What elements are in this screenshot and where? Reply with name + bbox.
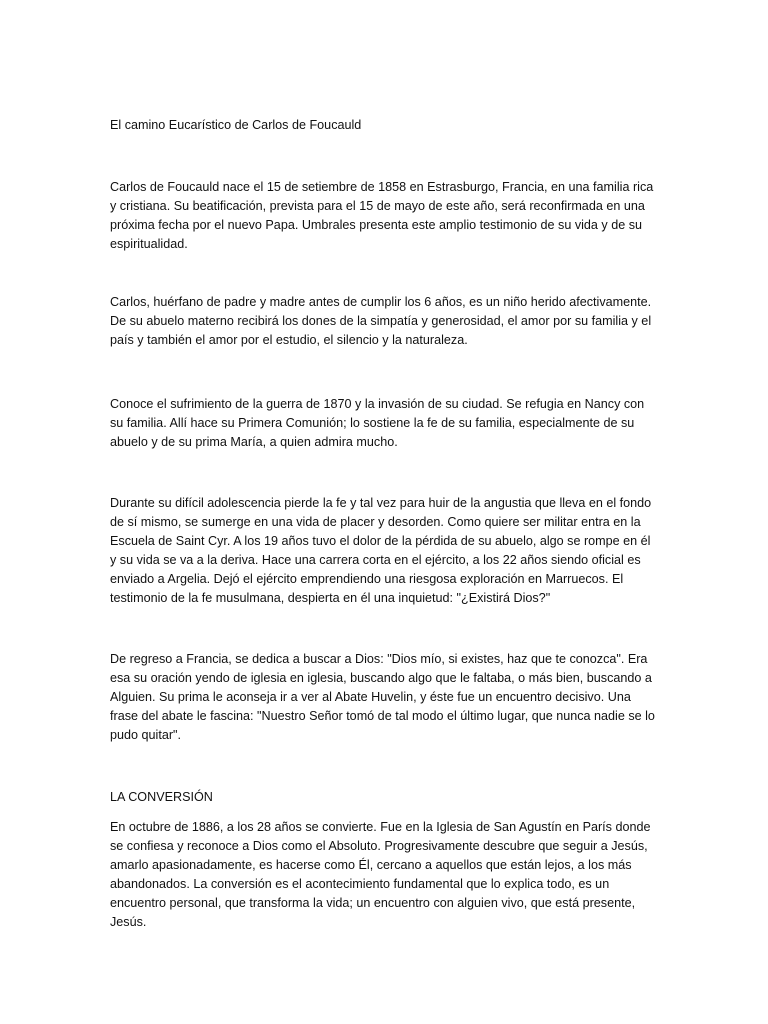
paragraph-text: Durante su difícil adolescencia pierde la fe y tal vez para huir de la angustia que lleva en el fondo de sí mismo, se sumerge en una vida de placer y desorden. Como quiere ser militar entra en la Escuela de Saint Cyr. A los 19 años tuvo el dolor de la pérdida de su abuelo, algo se rompe en él y su vida se va a la deriva. Hace una carrera corta en el ejército, a los 22 años siendo oficial es enviado a Argelia. Dejó el ejército emprendiendo una riesgosa exploración en Marruecos. El testimonio de la fe musulmana, despierta en él una inquietud: "¿Existirá Dios?"	[110, 496, 652, 605]
document-title	[110, 116, 658, 135]
paragraph-1	[110, 178, 658, 254]
paragraph-5	[110, 650, 658, 745]
paragraph-text: De regreso a Francia, se dedica a buscar a Dios: "Dios mío, si existes, haz que te conozca". Era esa su oración yendo de iglesia en iglesia, buscando algo que le faltaba, o más bien, buscando a Alguien. Su prima le aconseja ir a ver al Abate Huvelin, y éste fue un encuentro decisivo. Una frase del abate le fascina: "Nuestro Señor tomó de tal modo el último lugar, que nunca nadie se lo pudo quitar".	[110, 652, 655, 742]
paragraph-text: Carlos de Foucauld nace el 15 de setiembre de 1858 en Estrasburgo, Francia, en una familia rica y cristiana. Su beatificación, prevista para el 15 de mayo de este año, será reconfirmada en una próxima fecha por el nuevo Papa. Umbrales presenta este amplio testimonio de su vida y de su espiritualidad.	[110, 180, 654, 251]
section-heading	[110, 788, 658, 807]
paragraph-2	[110, 293, 658, 350]
paragraph-text: En octubre de 1886, a los 28 años se convierte. Fue en la Iglesia de San Agustín en París donde se confiesa y reconoce a Dios como el Absoluto. Progresivamente descubre que seguir a Jesús, amarlo apasionadamente, es hacerse como Él, cercano a aquellos que están lejos, a los más abandonados. La conversión es el acontecimiento fundamental que lo explica todo, es un encuentro personal, que transforma la vida; un encuentro con alguien vivo, que está presente, Jesús.	[110, 820, 651, 929]
paragraph-text: Conoce el sufrimiento de la guerra de 1870 y la invasión de su ciudad. Se refugia en Nancy con su familia. Allí hace su Primera Comunión; lo sostiene la fe de su familia, especialmente de su abuelo y de su prima María, a quien admira mucho.	[110, 397, 645, 449]
paragraph-text: Carlos, huérfano de padre y madre antes de cumplir los 6 años, es un niño herido afectivamente. De su abuelo materno recibirá los dones de la simpatía y generosidad, el amor por su familia y el país y también el amor por el estudio, el silencio y la naturaleza.	[110, 295, 652, 347]
title-text: El camino Eucarístico de Carlos de Foucauld	[110, 118, 362, 132]
paragraph-3	[110, 395, 658, 452]
section-heading-text: LA CONVERSIÓN	[110, 790, 213, 804]
paragraph-4	[110, 494, 658, 608]
section-paragraph	[110, 818, 658, 932]
